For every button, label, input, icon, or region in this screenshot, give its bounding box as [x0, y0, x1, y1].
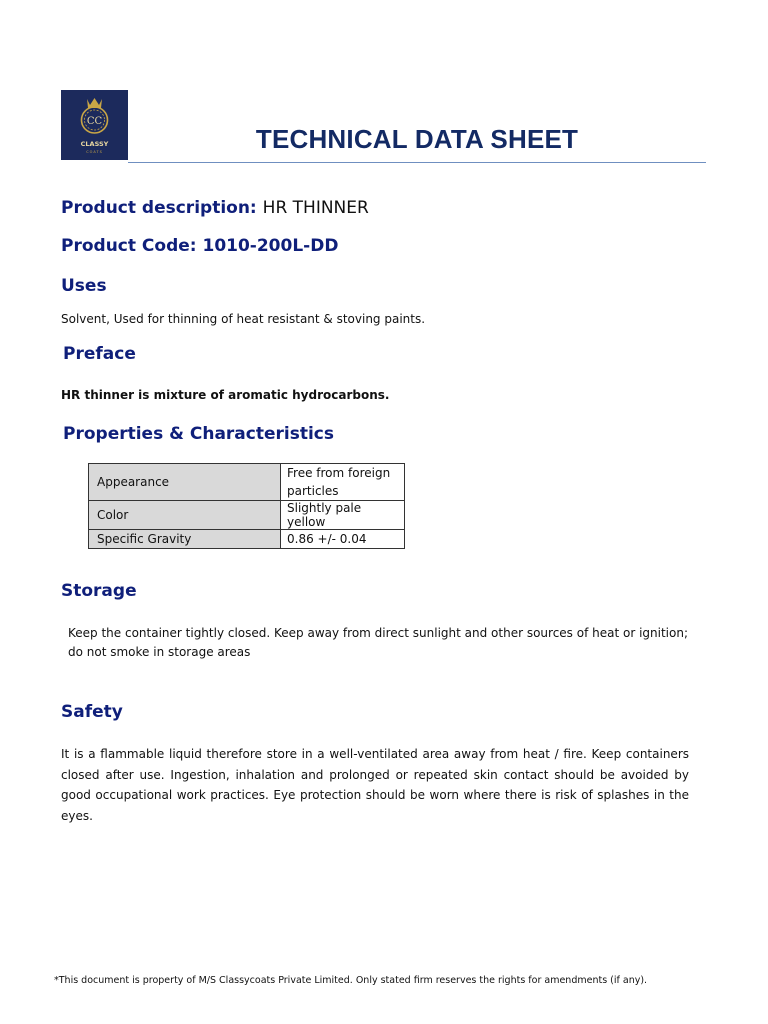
properties-heading: Properties & Characteristics [63, 424, 334, 444]
preface-text: HR thinner is mixture of aromatic hydrocarbons. [61, 388, 390, 402]
storage-text: Keep the container tightly closed. Keep away from direct sunlight and other sources of heat or ignition; do not smoke in storage areas [68, 626, 689, 659]
properties-table-wrap [88, 463, 405, 549]
logo-brand: CLASSY [80, 140, 109, 148]
preface-heading: Preface [63, 344, 136, 364]
property-value: Free from foreign particles [281, 464, 405, 501]
safety-heading: Safety [61, 702, 123, 722]
properties-table [88, 463, 405, 549]
property-label: Specific Gravity [89, 530, 281, 549]
property-value: 0.86 +/- 0.04 [281, 530, 405, 549]
company-logo [61, 90, 128, 160]
product-code: Product Code: 1010-200L-DD [61, 236, 339, 256]
uses-text: Solvent, Used for thinning of heat resistant & stoving paints. [61, 312, 426, 326]
property-value: Slightly pale yellow [281, 501, 405, 530]
safety-text: It is a flammable liquid therefore store in a well-ventilated area away from heat / fire. Keep containers closed after use. Ingestion, inhalation and prolonged or repeated skin contact should be avoided by good occupational work practices. Eye protection should be worn where there is risk of splashes in the eyes. [61, 747, 689, 823]
footer-note: *This document is property of M/S Classycoats Private Limited. Only stated firm reserves the rights for amendments (if any). [54, 975, 648, 986]
table-row [89, 464, 405, 501]
product-description [61, 198, 369, 218]
table-row [89, 501, 405, 530]
product-description-label: Product description: [61, 198, 257, 218]
logo-subtitle: COATS [86, 150, 103, 154]
uses-heading: Uses [61, 276, 107, 296]
table-row [89, 530, 405, 549]
page-title: TECHNICAL DATA SHEET [255, 124, 579, 154]
title-divider [128, 162, 706, 163]
property-label: Color [89, 501, 281, 530]
product-description-value: HR THINNER [262, 198, 369, 218]
storage-heading: Storage [61, 581, 137, 601]
property-label: Appearance [89, 464, 281, 501]
logo-monogram: CC [86, 116, 103, 127]
logo-emblem-icon [61, 90, 128, 160]
